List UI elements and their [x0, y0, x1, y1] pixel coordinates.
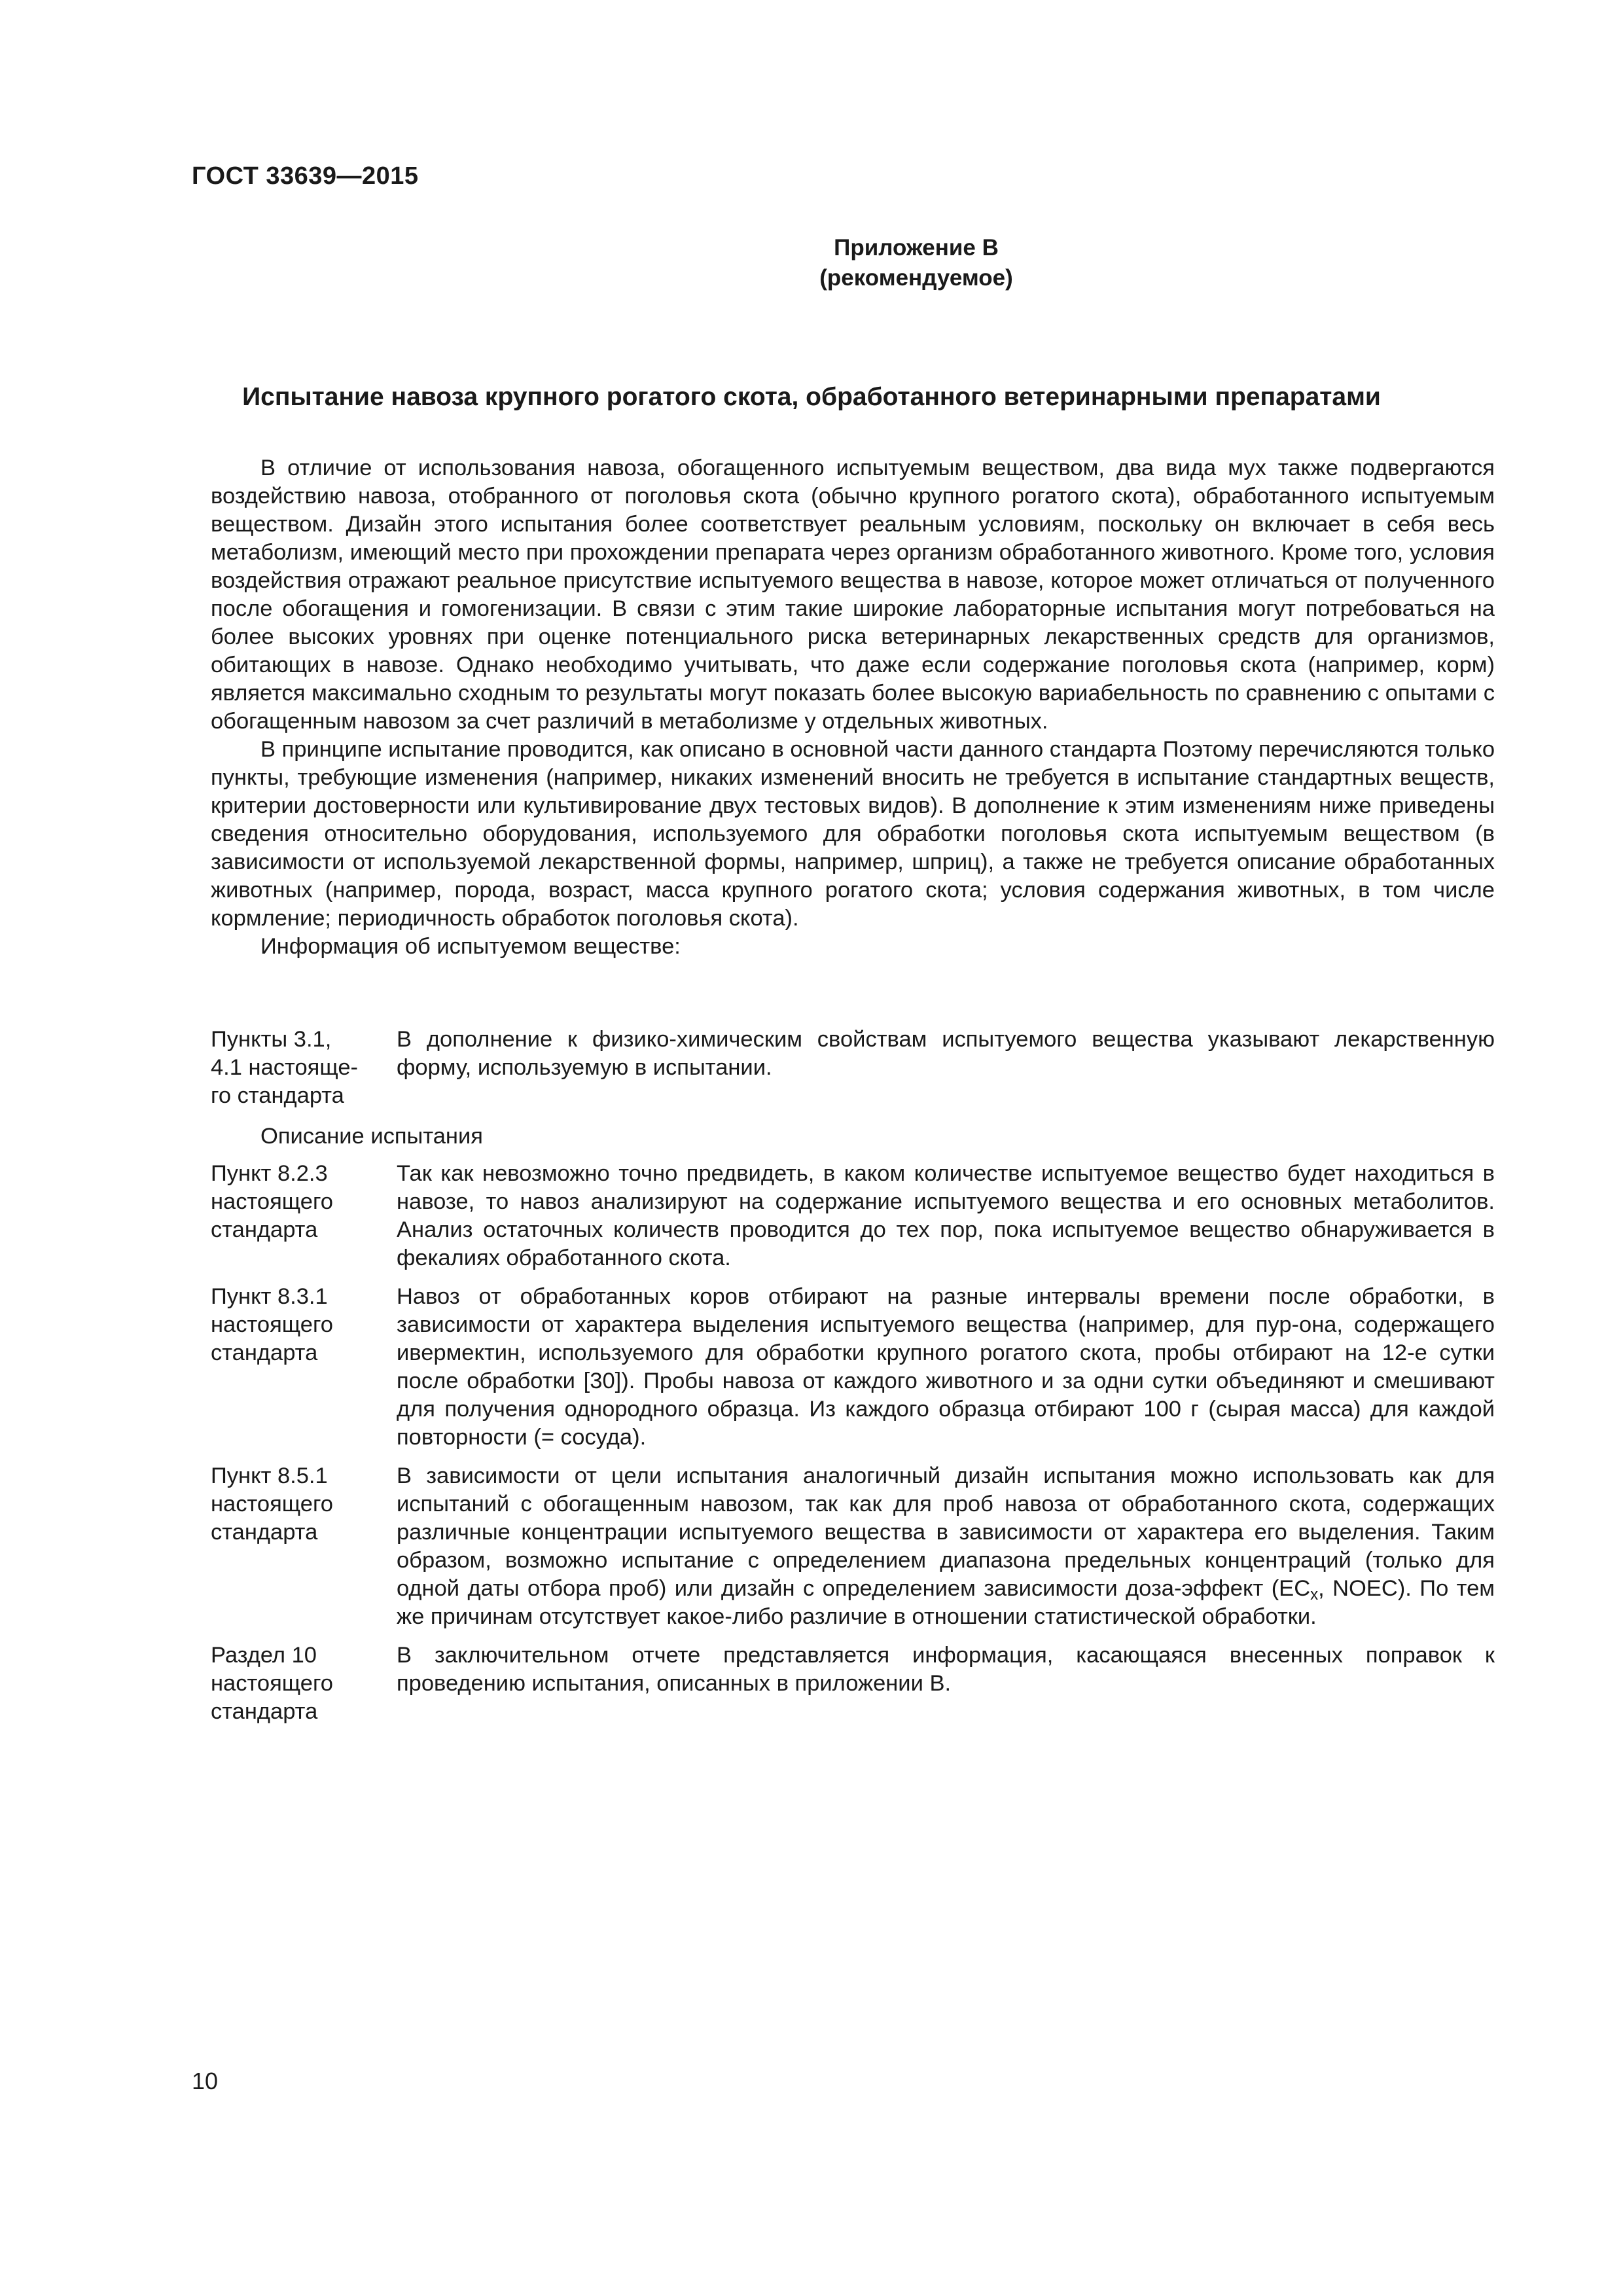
body-text [211, 454, 1495, 961]
clause-text: В заключительном отчете представляется информация, касающаяся внесенных поправок к проведению испытания, описанных в приложении В. [397, 1643, 1495, 1696]
clause-text: Навоз от обработанных коров отбирают на разные интервалы времени после обработки, в зависимости от характера выделения испытуемого вещества (например, для пур-она, содержащего ивермектин, используемого для обработки крупного рогатого скота, пробы отбирают на 12-е сутки после обработки [30]). Пробы навоза от каждого животного и за одни сутки объединяют и смешивают для получения однородного образца. Из каждого образца отбирают 100 г (сырая масса) для каждой повторности (= сосуда). [397, 1284, 1495, 1450]
clause-reference: Пункт 8.2.3 настоящего стандарта [211, 1161, 333, 1242]
table-row [211, 1641, 1495, 1726]
subheading: Описание испытания [260, 1124, 483, 1149]
clause-reference: Пункт 8.5.1 настоящего стандарта [211, 1463, 333, 1545]
paragraph: В принципе испытание проводится, как описано в основной части данного стандарта Поэтому перечисляются только пункты, требующие изменения (например, никаких изменений вносить не требуется в испытание стандартных веществ, критерии достоверности или культивирование двух тестовых видов). В дополнение к этим изменениям ниже приведены сведения относительно оборудования, используемого для обработки поголовья скота испытуемым веществом (в зависимости от используемой лекарственной формы, например, шприц), а также не требуется описание обработанных животных (например, порода, возраст, масса крупного рогатого скота; условия содержания животных, в том числе кормление; периодичность обработок поголовья скота). [211, 737, 1495, 931]
info-table [211, 1026, 1495, 1121]
document-code: ГОСТ 33639—2015 [192, 162, 419, 190]
clause-text: Так как невозможно точно предвидеть, в каком количестве испытуемое вещество будет находиться в навозе, то навоз анализируют на содержание испытуемого вещества и его основных метаболитов. Анализ остаточных количеств проводится до тех пор, пока испытуемое вещество обнаруживается в фекалиях обработанного скота. [397, 1161, 1495, 1270]
table-row [211, 1462, 1495, 1631]
table-row [211, 1026, 1495, 1110]
clause-reference: Пункты 3.1, 4.1 настояще-го стандарта [211, 1027, 358, 1108]
section-title: Испытание навоза крупного рогатого скота, обработанного ветеринарными препаратами [242, 383, 1381, 411]
table-row [211, 1283, 1495, 1452]
table-row [211, 1160, 1495, 1272]
test-description-table [211, 1121, 1495, 1736]
clause-text [397, 1462, 1495, 1631]
page-number: 10 [192, 2068, 219, 2094]
paragraph: В отличие от использования навоза, обогащенного испытуемым веществом, два вида мух также подвергаются воздействию навоза, отобранного от поголовья скота (обычно крупного рогатого скота), обработанного испытуемым веществом. Дизайн этого испытания более соответствует реальным условиям, поскольку он включает в себя весь метаболизм, имеющий место при прохождении препарата через организм обработанного животного. Кроме того, условия воздействия отражают реальное присутствие испытуемого вещества в навозе, которое может отличаться от полученного после обогащения и гомогенизации. В связи с этим такие широкие лабораторные испытания могут потребоваться на более высоких уровнях при оценке потенциального риска ветеринарных лекарственных средств для организмов, обитающих в навозе. Однако необходимо учитывать, что даже если содержание поголовья скота (например, корм) является максимально сходным то результаты могут показать более высокую вариабельность по сравнению с опытами с обогащенным навозом за счет различий в метаболизме у отдельных животных. [211, 456, 1495, 734]
clause-reference: Пункт 8.3.1 настоящего стандарта [211, 1284, 333, 1365]
clause-text-part: В зависимости от цели испытания аналогичный дизайн испытания можно использовать как для испытаний с обогащенным навозом, так как для проб навоза от обработанного скота, содержащих различные концентрации испытуемого вещества в зависимости от характера его выделения. Таким образом, возможно испытание с определением диапазона предельных концентраций (только для одной даты отбора проб) или дизайн с определением зависимости доза-эффект (EC [397, 1463, 1495, 1601]
subscript: x [1310, 1586, 1319, 1604]
clause-reference: Раздел 10 настоящего стандарта [211, 1643, 333, 1724]
appendix-status: (рекомендуемое) [819, 265, 1013, 291]
appendix-heading [0, 233, 1623, 293]
paragraph: Информация об испытуемом веществе: [260, 934, 681, 959]
appendix-title: Приложение В [834, 235, 999, 260]
clause-text: В дополнение к физико-химическим свойствам испытуемого вещества указывают лекарственную форму, используемую в испытании. [397, 1027, 1495, 1080]
clause-text-part: , NOEC). По тем же причинам отсутствует какое-либо различие в отношении статистической обработки. [397, 1576, 1495, 1629]
